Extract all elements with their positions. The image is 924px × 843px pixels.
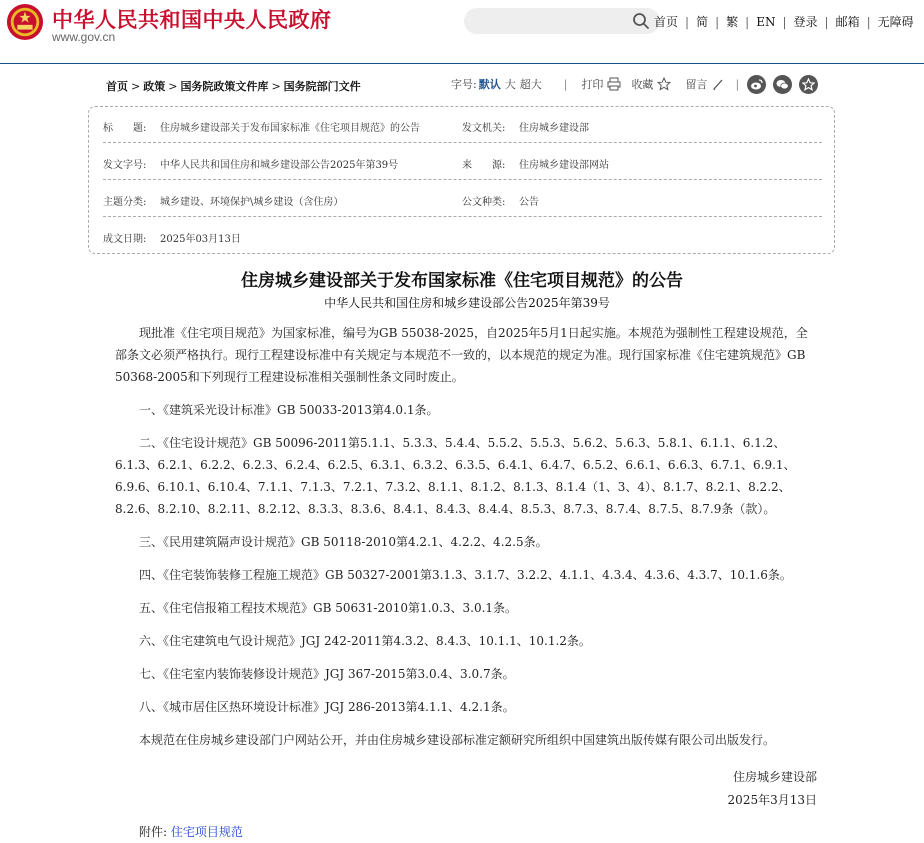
document-title: 住房城乡建设部关于发布国家标准《住宅项目规范》的公告 [241, 271, 683, 291]
nav-simplified[interactable]: 简 [696, 15, 709, 29]
site-name[interactable]: 中华人民共和国中央人民政府 [52, 8, 332, 32]
meta-topic-value: 城乡建设、环境保护\城乡建设（含住房） [160, 197, 344, 208]
breadcrumb-policy-library[interactable]: 国务院政策文件库 [180, 80, 269, 93]
favorite-share-icon[interactable] [799, 75, 818, 94]
favorite-button[interactable]: 收藏 [631, 78, 654, 91]
print-button[interactable]: 打印 [581, 78, 604, 91]
search-input[interactable] [464, 8, 660, 34]
nav-separator: | [685, 14, 690, 29]
breadcrumb-separator: > [168, 80, 178, 93]
weibo-share-icon[interactable] [747, 75, 766, 94]
body-paragraph: 本规范在住房城乡建设部门户网站公开，并由住房城乡建设部标准定额研究所组织中国建筑出版传媒有限公司出版发行。 [139, 733, 776, 747]
nav-separator: | [782, 14, 787, 29]
meta-type-value: 公告 [519, 197, 539, 208]
body-paragraph: 四、《住宅装饰装修工程施工规范》GB 50327-2001第3.1.3、3.1.7、3.2.2、4.1.1、4.3.4、4.3.6、4.3.7、10.1.6条。 [139, 568, 792, 582]
meta-source [462, 156, 609, 171]
meta-issuer-value: 住房城乡建设部 [519, 123, 589, 134]
nav-accessibility[interactable]: 无障碍 [877, 15, 914, 29]
meta-source-label: 来 源: [462, 160, 506, 171]
breadcrumb-separator: > [131, 80, 141, 93]
nav-separator: | [745, 14, 750, 29]
tools-separator: | [563, 77, 568, 91]
meta-date-label: 成文日期: [103, 234, 147, 245]
meta-topic-label: 主题分类: [103, 197, 147, 208]
share-bar [747, 75, 825, 94]
nav-separator: | [824, 14, 829, 29]
font-size-label: 字号: [451, 78, 477, 91]
meta-title-value: 住房城乡建设部关于发布国家标准《住宅项目规范》的公告 [160, 123, 420, 134]
document-number: 中华人民共和国住房和城乡建设部公告2025年第39号 [324, 296, 610, 310]
signer: 住房城乡建设部 [732, 770, 817, 784]
body-paragraph: 二、《住宅设计规范》GB 50096-2011第5.1.1、5.3.3、5.4.4、5.5.2、5.5.3、5.6.2、5.6.3、5.8.1、6.1.1、6.1.2、6.1.3、6.2.1、6.2.2、6.2.3、6.2.4、6.2.5、6.3.1、6.3.2、6.3.5、6.4.1、6.4.7、6.5.2、6.6.1、6.6.3、6.7.1、6.9.1、6.9.6、6.10.1、6.10.4、7.1.1、7.1.3、7.2.1、7.3.2、8.1.1、8.1.2、8.1.3、8.1.4（1、3、4）、8.1.7、8.2.1、8.2.2、8.2.6、8.2.10、8.2.11、8.2.12、8.3.3、8.3.6、8.4.1、8.4.3、8.4.4、8.5.3、8.7.3、8.7.4、8.7.5、8.7.9条（款）。 [115, 436, 796, 516]
nav-traditional[interactable]: 繁 [726, 15, 739, 29]
body-paragraph: 现批准《住宅项目规范》为国家标准，编号为GB 55038-2025，自2025年5月1日起实施。本规范为强制性工程建设规范，全部条文必须严格执行。现行工程建设标准中有关规定与本规范不一致的，以本规范的规定为准。现行国家标准《住宅建筑规范》GB 50368-2005和下列现行工程建设标准相关强制性条文同时废止。 [115, 326, 808, 384]
comment-button[interactable]: 留言 [685, 78, 708, 91]
breadcrumb-policy[interactable]: 政策 [143, 80, 166, 93]
site-url: www.gov.cn [52, 30, 116, 44]
meta-date-value: 2025年03月13日 [160, 234, 241, 245]
metadata-row [103, 218, 822, 254]
meta-topic [103, 193, 343, 208]
font-size-large[interactable]: 大 [504, 78, 516, 91]
meta-title [103, 119, 420, 134]
meta-title-label: 标 题: [103, 123, 147, 134]
nav-login[interactable]: 登录 [793, 15, 818, 29]
nav-mail[interactable]: 邮箱 [835, 15, 860, 29]
metadata-row [103, 181, 822, 217]
nav-home[interactable]: 首页 [654, 15, 679, 29]
body-paragraph: 七、《住宅室内装饰装修设计规范》JGJ 367-2015第3.0.4、3.0.7条。 [139, 667, 515, 681]
pencil-icon[interactable] [711, 77, 725, 91]
national-emblem-icon[interactable] [6, 3, 44, 41]
meta-date [103, 230, 241, 245]
meta-type-label: 公文种类: [462, 197, 506, 208]
document-metadata [88, 106, 835, 254]
attachment-link[interactable]: 住宅项目规范 [170, 825, 243, 839]
meta-source-value: 住房城乡建设部网站 [519, 160, 609, 171]
breadcrumb-home[interactable]: 首页 [106, 80, 128, 93]
meta-docno [103, 156, 398, 171]
metadata-row [103, 107, 822, 143]
star-icon[interactable] [657, 77, 671, 91]
meta-issuer-label: 发文机关: [462, 123, 506, 134]
meta-docno-value: 中华人民共和国住房和城乡建设部公告2025年第39号 [160, 160, 399, 171]
nav-separator: | [866, 14, 871, 29]
meta-issuer [462, 119, 589, 134]
body-paragraph: 三、《民用建筑隔声设计规范》GB 50118-2010第4.2.1、4.2.2、4.2.5条。 [139, 535, 548, 549]
search-icon[interactable] [632, 12, 650, 30]
printer-icon[interactable] [607, 77, 621, 91]
breadcrumb [106, 78, 361, 94]
nav-separator: | [715, 14, 720, 29]
font-size-xlarge[interactable]: 超大 [519, 78, 542, 91]
body-paragraph: 一、《建筑采光设计标准》GB 50033-2013第4.0.1条。 [139, 403, 439, 417]
metadata-row [103, 144, 822, 180]
body-paragraph: 五、《住宅信报箱工程技术规范》GB 50631-2010第1.0.3、3.0.1条。 [139, 601, 518, 615]
meta-type [462, 193, 539, 208]
article-tools [451, 76, 749, 92]
body-paragraph: 八、《城市居住区热环境设计标准》JGJ 286-2013第4.1.1、4.2.1条。 [139, 700, 515, 714]
top-nav [654, 13, 914, 30]
tools-separator: | [735, 77, 740, 91]
nav-english[interactable]: EN [756, 14, 776, 29]
site-header [0, 0, 924, 64]
breadcrumb-separator: > [271, 80, 281, 93]
document-body [115, 322, 815, 762]
body-paragraph: 六、《住宅建筑电气设计规范》JGJ 242-2011第4.3.2、8.4.3、10.1.1、10.1.2条。 [139, 634, 591, 648]
breadcrumb-department-docs[interactable]: 国务院部门文件 [283, 80, 361, 93]
font-size-default[interactable]: 默认 [478, 78, 501, 91]
attachment-label: 附件: [139, 825, 168, 839]
wechat-share-icon[interactable] [773, 75, 792, 94]
attachment [139, 823, 243, 840]
sign-date: 2025年3月13日 [727, 793, 817, 807]
meta-docno-label: 发文字号: [103, 160, 147, 171]
